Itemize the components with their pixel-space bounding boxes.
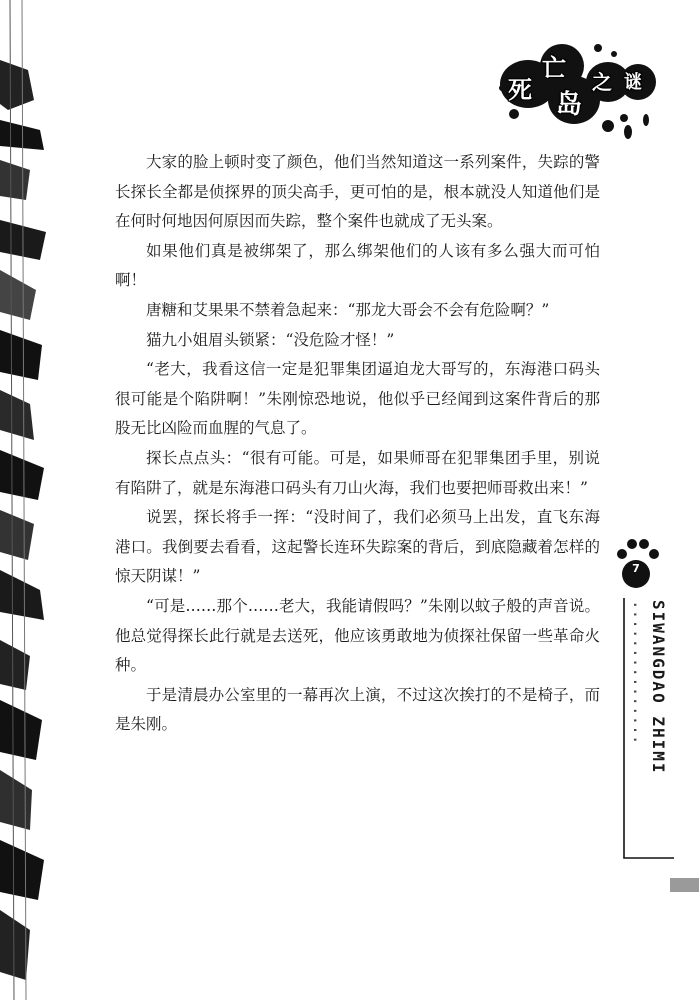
book-title xyxy=(496,40,666,140)
dotted-leader: ............... xyxy=(630,600,649,745)
title-char: 亡 xyxy=(542,54,566,82)
page-number: 7 xyxy=(632,562,640,575)
paragraph: 唐糖和艾果果不禁着急起来：“那龙大哥会不会有危险啊？” xyxy=(146,300,550,319)
title-char: 岛 xyxy=(556,90,583,120)
book-title-logo xyxy=(496,40,666,140)
series-label xyxy=(628,600,668,850)
series-label-text: SIWANGDAO ZHIMI xyxy=(649,600,668,775)
paragraph: 说罢，探长将手一挥：“没时间了，我们必须马上出发，直飞东海港口。我倒要去看看，这起警长连环失踪案的背后，到底隐藏着怎样的惊天阴谋！” xyxy=(115,508,600,586)
left-margin-illustration xyxy=(0,0,50,1000)
title-char: 谜 xyxy=(624,72,642,93)
title-char: 之 xyxy=(592,70,612,94)
paragraph: “可是……那个……老大，我能请假吗？”朱刚以蚊子般的声音说。他总觉得探长此行就是去送死，他应该勇敢地为侦探社保留一些革命火种。 xyxy=(115,596,600,675)
paragraph: 于是清晨办公室里的一幕再次上演，不过这次挨打的不是椅子，而是朱刚。 xyxy=(115,685,600,734)
paragraph: 猫九小姐眉头锁紧：“没危险才怪！” xyxy=(146,330,395,349)
title-char: 死 xyxy=(508,76,532,104)
page-edge-marker xyxy=(670,878,699,892)
paragraph: 大家的脸上顿时变了颜色，他们当然知道这一系列案件，失踪的警长探长全都是侦探界的顶尖高手，更可怕的是，根本就没人知道他们是在何时何地因何原因而失踪，整个案件也就成了无头案。 xyxy=(115,153,600,231)
paragraph: 如果他们真是被绑架了，那么绑架他们的人该有多么强大而可怕啊！ xyxy=(115,241,600,290)
paragraph: “老大，我看这信一定是犯罪集团逼迫龙大哥写的，东海港口码头很可能是个陷阱啊！”朱刚惊恐地说，他似乎已经闻到这案件背后的那股无比凶险而血腥的气息了。 xyxy=(115,360,600,438)
paragraph: 探长点点头：“很有可能。可是，如果师哥在犯罪集团手里，别说有陷阱了，就是东海港口码头有刀山火海，我们也要把师哥救出来！” xyxy=(115,448,600,497)
story-body xyxy=(115,148,600,740)
